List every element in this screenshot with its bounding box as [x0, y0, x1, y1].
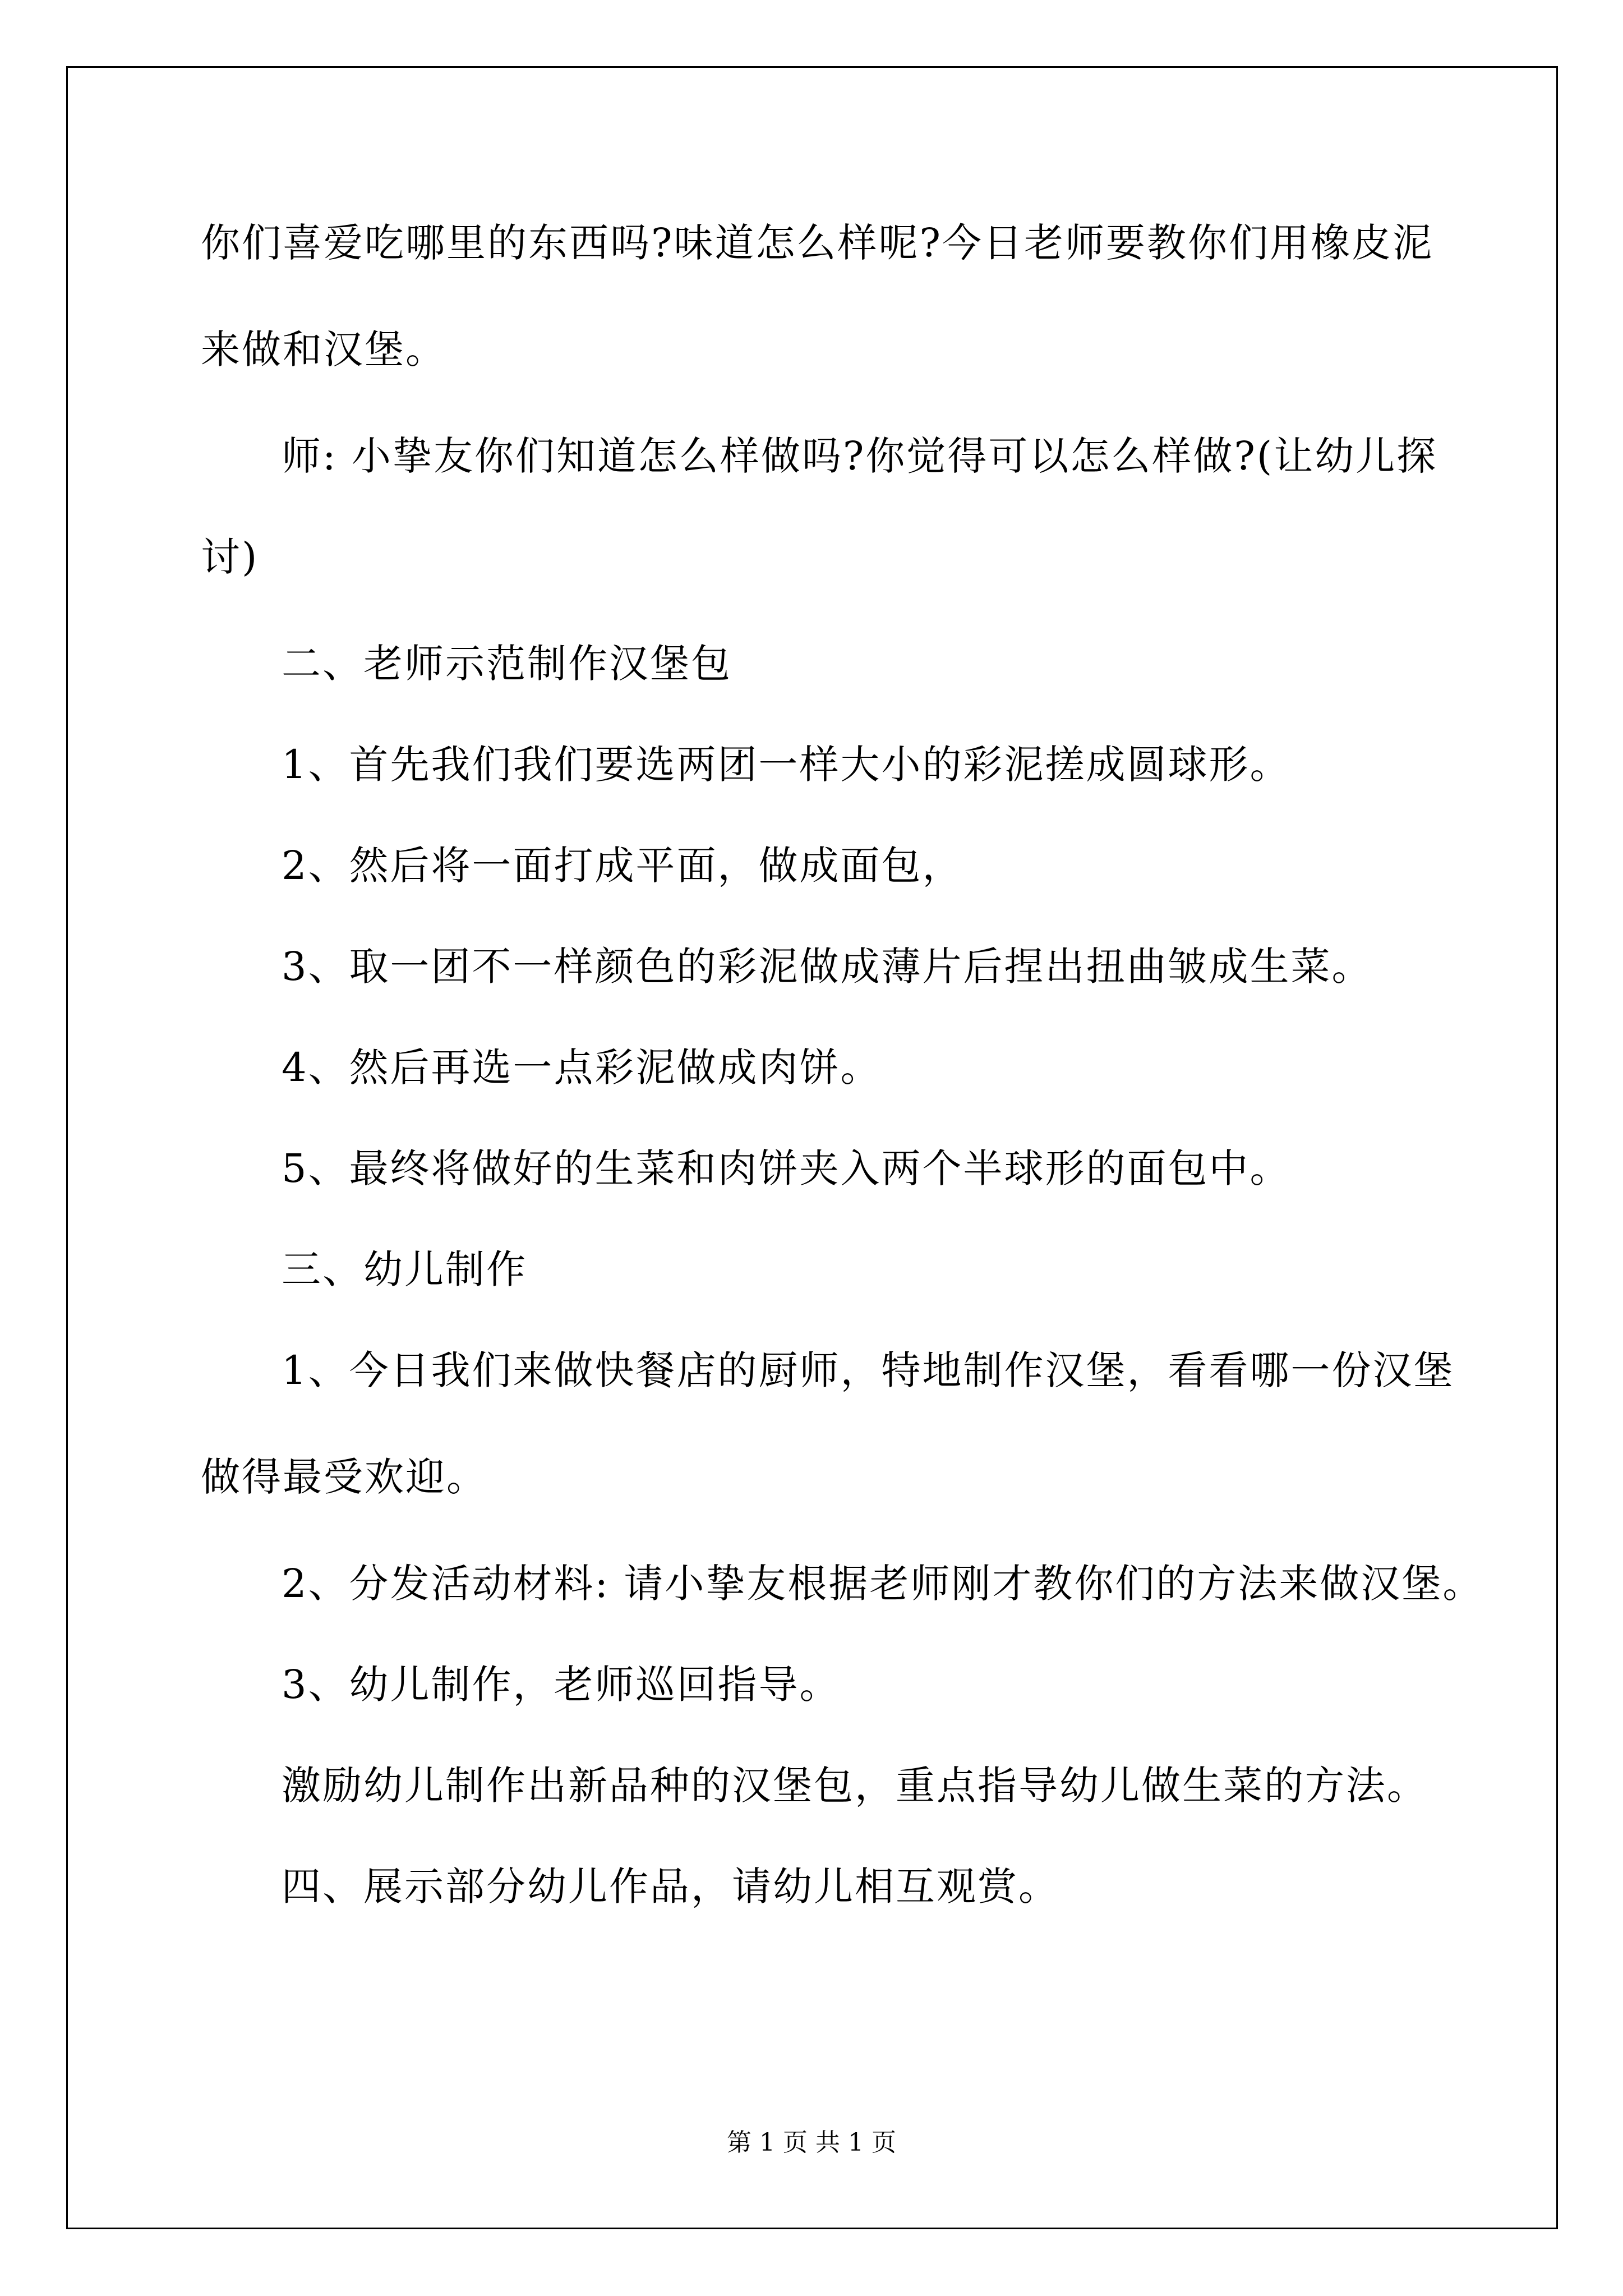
list-item: 3、取一团不一样颜色的彩泥做成薄片后捏出扭曲皱成生菜。: [282, 944, 1373, 990]
paragraph-line: 师: 小挚友你们知道怎么样做吗?你觉得可以怎么样做?(让幼儿探: [282, 433, 1438, 479]
paragraph-line: 你们喜爱吃哪里的东西吗?味道怎么样呢?今日老师要教你们用橡皮泥: [201, 220, 1434, 266]
list-item: 4、然后再选一点彩泥做成肉饼。: [282, 1045, 882, 1091]
list-item: 2、分发活动材料: 请小挚友根据老师刚才教你们的方法来做汉堡。: [282, 1561, 1484, 1607]
list-item: 5、最终将做好的生菜和肉饼夹入两个半球形的面包中。: [282, 1145, 1291, 1191]
list-item: 2、然后将一面打成平面，做成面包，: [282, 843, 963, 889]
list-item: 3、幼儿制作，老师巡回指导。: [282, 1662, 841, 1708]
paragraph-line: 讨): [201, 534, 259, 580]
section-heading: 三、幼儿制作: [282, 1246, 527, 1292]
section-heading: 四、展示部分幼儿作品，请幼儿相互观赏。: [282, 1864, 1059, 1910]
page-footer: 第 1 页 共 1 页: [727, 2128, 896, 2157]
list-item: 1、今日我们来做快餐店的厨师，特地制作汉堡，看看哪一份汉堡: [282, 1347, 1455, 1393]
list-item: 1、首先我们我们要选两团一样大小的彩泥搓成圆球形。: [282, 742, 1291, 788]
paragraph-line: 激励幼儿制作出新品种的汉堡包，重点指导幼儿做生菜的方法。: [282, 1763, 1428, 1809]
section-heading: 二、老师示范制作汉堡包: [282, 641, 732, 687]
paragraph-line: 来做和汉堡。: [201, 326, 446, 372]
paragraph-line: 做得最受欢迎。: [201, 1454, 487, 1500]
